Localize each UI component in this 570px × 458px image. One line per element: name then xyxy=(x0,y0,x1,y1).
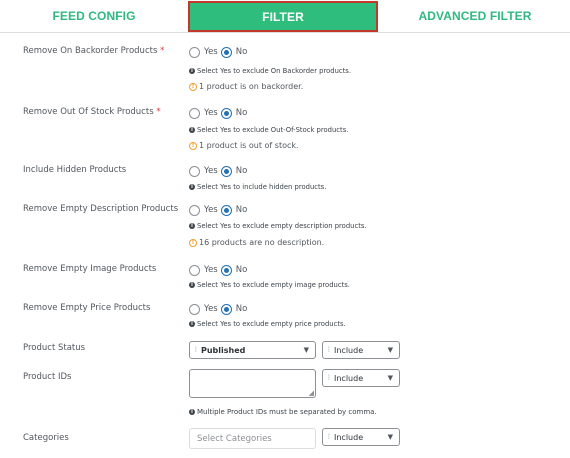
out-of-stock-hint: i Select Yes to exclude Out-Of-Stock products. xyxy=(189,126,348,134)
backorder-radio-group: Yes No xyxy=(189,46,250,58)
info-icon: i xyxy=(189,127,195,133)
empty-image-no-radio[interactable] xyxy=(221,265,232,276)
drag-grip-icon: ⋮ xyxy=(326,374,332,381)
out-of-stock-label: Remove Out Of Stock Products * xyxy=(23,107,161,117)
tab-bar xyxy=(0,0,570,33)
drag-grip-icon: ⋮ xyxy=(193,346,199,353)
empty-price-hint: i Select Yes to exclude empty price products. xyxy=(189,320,346,328)
product-ids-textarea[interactable] xyxy=(189,369,316,398)
hidden-products-radio-group: Yes No xyxy=(189,165,250,177)
hidden-products-no-radio[interactable] xyxy=(221,166,232,177)
drag-grip-icon: ⋮ xyxy=(326,433,332,440)
drag-grip-icon: ⋮ xyxy=(326,346,332,353)
info-icon: i xyxy=(189,223,195,229)
empty-image-yes-radio[interactable] xyxy=(189,265,200,276)
product-status-select[interactable]: ⋮ Published ▼ xyxy=(189,341,316,359)
chevron-down-icon: ▼ xyxy=(387,346,393,354)
info-icon: i xyxy=(189,409,195,415)
empty-price-label: Remove Empty Price Products xyxy=(23,303,151,313)
chevron-down-icon: ▼ xyxy=(387,374,393,382)
warning-icon: ! xyxy=(189,239,197,247)
empty-price-yes-radio[interactable] xyxy=(189,304,200,315)
hidden-products-yes-radio[interactable] xyxy=(189,166,200,177)
empty-image-radio-group: Yes No xyxy=(189,264,250,276)
out-of-stock-radio-group: Yes No xyxy=(189,107,250,119)
info-icon: i xyxy=(189,282,195,288)
hidden-products-hint: i Select Yes to include hidden products. xyxy=(189,183,326,191)
empty-description-hint: i Select Yes to exclude empty description products. xyxy=(189,222,367,230)
warning-icon: ! xyxy=(189,142,197,150)
warning-icon: ! xyxy=(189,83,197,91)
backorder-yes-radio[interactable] xyxy=(189,47,200,58)
chevron-down-icon: ▼ xyxy=(387,433,393,441)
info-icon: i xyxy=(189,68,195,74)
product-ids-hint: i Multiple Product IDs must be separated by comma. xyxy=(189,408,377,416)
empty-image-hint: i Select Yes to exclude empty image products. xyxy=(189,281,350,289)
empty-image-label: Remove Empty Image Products xyxy=(23,264,157,274)
empty-price-radio-group: Yes No xyxy=(189,303,250,315)
backorder-no-radio[interactable] xyxy=(221,47,232,58)
product-status-label: Product Status xyxy=(23,343,86,353)
product-ids-label: Product IDs xyxy=(23,372,72,382)
empty-description-radio-group: Yes No xyxy=(189,204,250,216)
out-of-stock-no-radio[interactable] xyxy=(221,108,232,119)
info-icon: i xyxy=(189,184,195,190)
categories-label: Categories xyxy=(23,433,69,443)
tab-filter[interactable]: FILTER xyxy=(188,1,378,32)
chevron-down-icon: ▼ xyxy=(303,346,309,354)
tab-advanced-filter[interactable]: ADVANCED FILTER xyxy=(418,9,532,23)
product-ids-mode-select[interactable]: ⋮ Include ▼ xyxy=(322,369,400,387)
backorder-label: Remove On Backorder Products * xyxy=(23,46,165,56)
backorder-hint: i Select Yes to exclude On Backorder products. xyxy=(189,67,351,75)
empty-description-no-radio[interactable] xyxy=(221,205,232,216)
empty-description-yes-radio[interactable] xyxy=(189,205,200,216)
hidden-products-label: Include Hidden Products xyxy=(23,165,127,175)
product-status-mode-select[interactable]: ⋮ Include ▼ xyxy=(322,341,400,359)
empty-description-label: Remove Empty Description Products xyxy=(23,204,179,214)
tab-feed-config[interactable]: FEED CONFIG xyxy=(52,9,136,23)
empty-description-note: ! 16 products are no description. xyxy=(189,238,324,247)
out-of-stock-yes-radio[interactable] xyxy=(189,108,200,119)
categories-select-input[interactable]: Select Categories xyxy=(189,428,316,449)
info-icon: i xyxy=(189,321,195,327)
backorder-note: ! 1 product is on backorder. xyxy=(189,82,303,91)
resize-handle-icon[interactable]: ◢ xyxy=(308,389,314,397)
out-of-stock-note: ! 1 product is out of stock. xyxy=(189,141,299,150)
empty-price-no-radio[interactable] xyxy=(221,304,232,315)
categories-mode-select[interactable]: ⋮ Include ▼ xyxy=(322,428,400,446)
